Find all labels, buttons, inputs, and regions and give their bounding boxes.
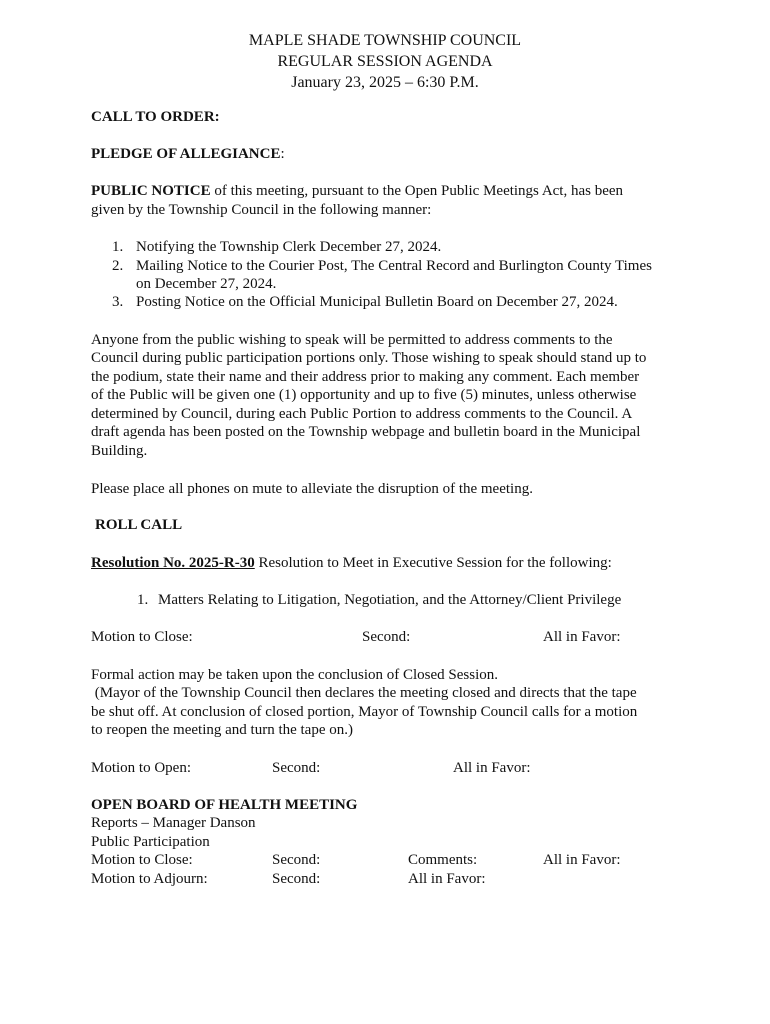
open-motion-row (0, 759, 770, 778)
resolution-number: Resolution No. 2025-R-30 (91, 555, 255, 571)
motion-label: Motion to Close: (91, 629, 193, 645)
public-comment-line: Building. (91, 443, 148, 459)
favor-label: All in Favor: (543, 852, 621, 868)
public-notice-line-2: given by the Township Council in the following manner: (91, 202, 432, 218)
favor-label: All in Favor: (543, 629, 621, 645)
second-label: Second: (272, 852, 321, 868)
council-name: MAPLE SHADE TOWNSHIP COUNCIL (248, 32, 522, 49)
formal-action-line: Formal action may be taken upon the conclusion of Closed Session. (91, 667, 499, 683)
phones-note: Please place all phones on mute to alleviate the disruption of the meeting. (91, 481, 533, 497)
formal-action-line: be shut off. At conclusion of closed portion, Mayor of Township Council calls for a motion (91, 704, 638, 720)
notice-list-item: 2. Mailing Notice to the Courier Post, The Central Record and Burlington County Times (112, 258, 652, 274)
notice-list-item: 1. Notifying the Township Clerk December 27, 2024. (112, 239, 442, 255)
motion-label: Motion to Adjourn: (91, 871, 208, 887)
notice-list-item-continuation: on December 27, 2024. (136, 276, 277, 292)
notice-list-item: 3. Posting Notice on the Official Municipal Bulletin Board on December 27, 2024. (112, 294, 618, 310)
motion-label: Motion to Open: (91, 760, 191, 776)
meeting-date: January 23, 2025 – 6:30 P.M. (291, 74, 479, 91)
resolution-text: Resolution to Meet in Executive Session for the following: (254, 555, 612, 571)
favor-label: All in Favor: (408, 871, 486, 887)
pledge-suffix: : (280, 146, 285, 162)
agenda-header (0, 30, 770, 93)
reports-line: Reports – Manager Danson (91, 815, 256, 831)
resolution-item: 1. Matters Relating to Litigation, Negotiation, and the Attorney/Client Privilege (137, 592, 622, 608)
formal-action-line: to reopen the meeting and turn the tape on.) (91, 722, 353, 738)
close-motion-row (0, 628, 770, 647)
public-comment-line: determined by Council, during each Public Portion to address comments to the Council. A (91, 406, 633, 422)
pledge-label: PLEDGE OF ALLEGIANCE (91, 146, 281, 162)
formal-action-line: (Mayor of the Township Council then declares the meeting closed and directs that the tape (91, 685, 637, 701)
second-label: Second: (272, 871, 321, 887)
boh-adjourn-row (0, 870, 770, 889)
roll-call-heading: ROLL CALL (95, 517, 183, 533)
session-type: REGULAR SESSION AGENDA (277, 53, 493, 70)
board-of-health-heading: OPEN BOARD OF HEALTH MEETING (91, 797, 358, 813)
second-label: Second: (272, 760, 321, 776)
pledge-heading (91, 145, 285, 164)
boh-close-row (0, 851, 770, 870)
comments-label: Comments: (408, 852, 478, 868)
public-notice-text: of this meeting, pursuant to the Open Public Meetings Act, has been (210, 183, 624, 199)
second-label: Second: (362, 629, 411, 645)
call-to-order-heading: CALL TO ORDER: (91, 109, 220, 125)
motion-label: Motion to Close: (91, 852, 193, 868)
public-notice-line-1 (91, 182, 623, 201)
public-comment-line: Anyone from the public wishing to speak will be permitted to address comments to the (91, 332, 613, 348)
favor-label: All in Favor: (453, 760, 531, 776)
public-comment-line: draft agenda has been posted on the Township webpage and bulletin board in the Municipal (91, 424, 641, 440)
public-comment-line: of the Public will be given one (1) opportunity and up to five (5) minutes, unless otherwise (91, 387, 637, 403)
public-participation-line: Public Participation (91, 834, 210, 850)
public-comment-line: the podium, state their name and their address prior to making any comment. Each member (91, 369, 640, 385)
public-notice-label: PUBLIC NOTICE (91, 183, 211, 199)
public-comment-line: Council during public participation portions only. Those wishing to speak should stand up to (91, 350, 647, 366)
resolution-line (91, 554, 612, 573)
